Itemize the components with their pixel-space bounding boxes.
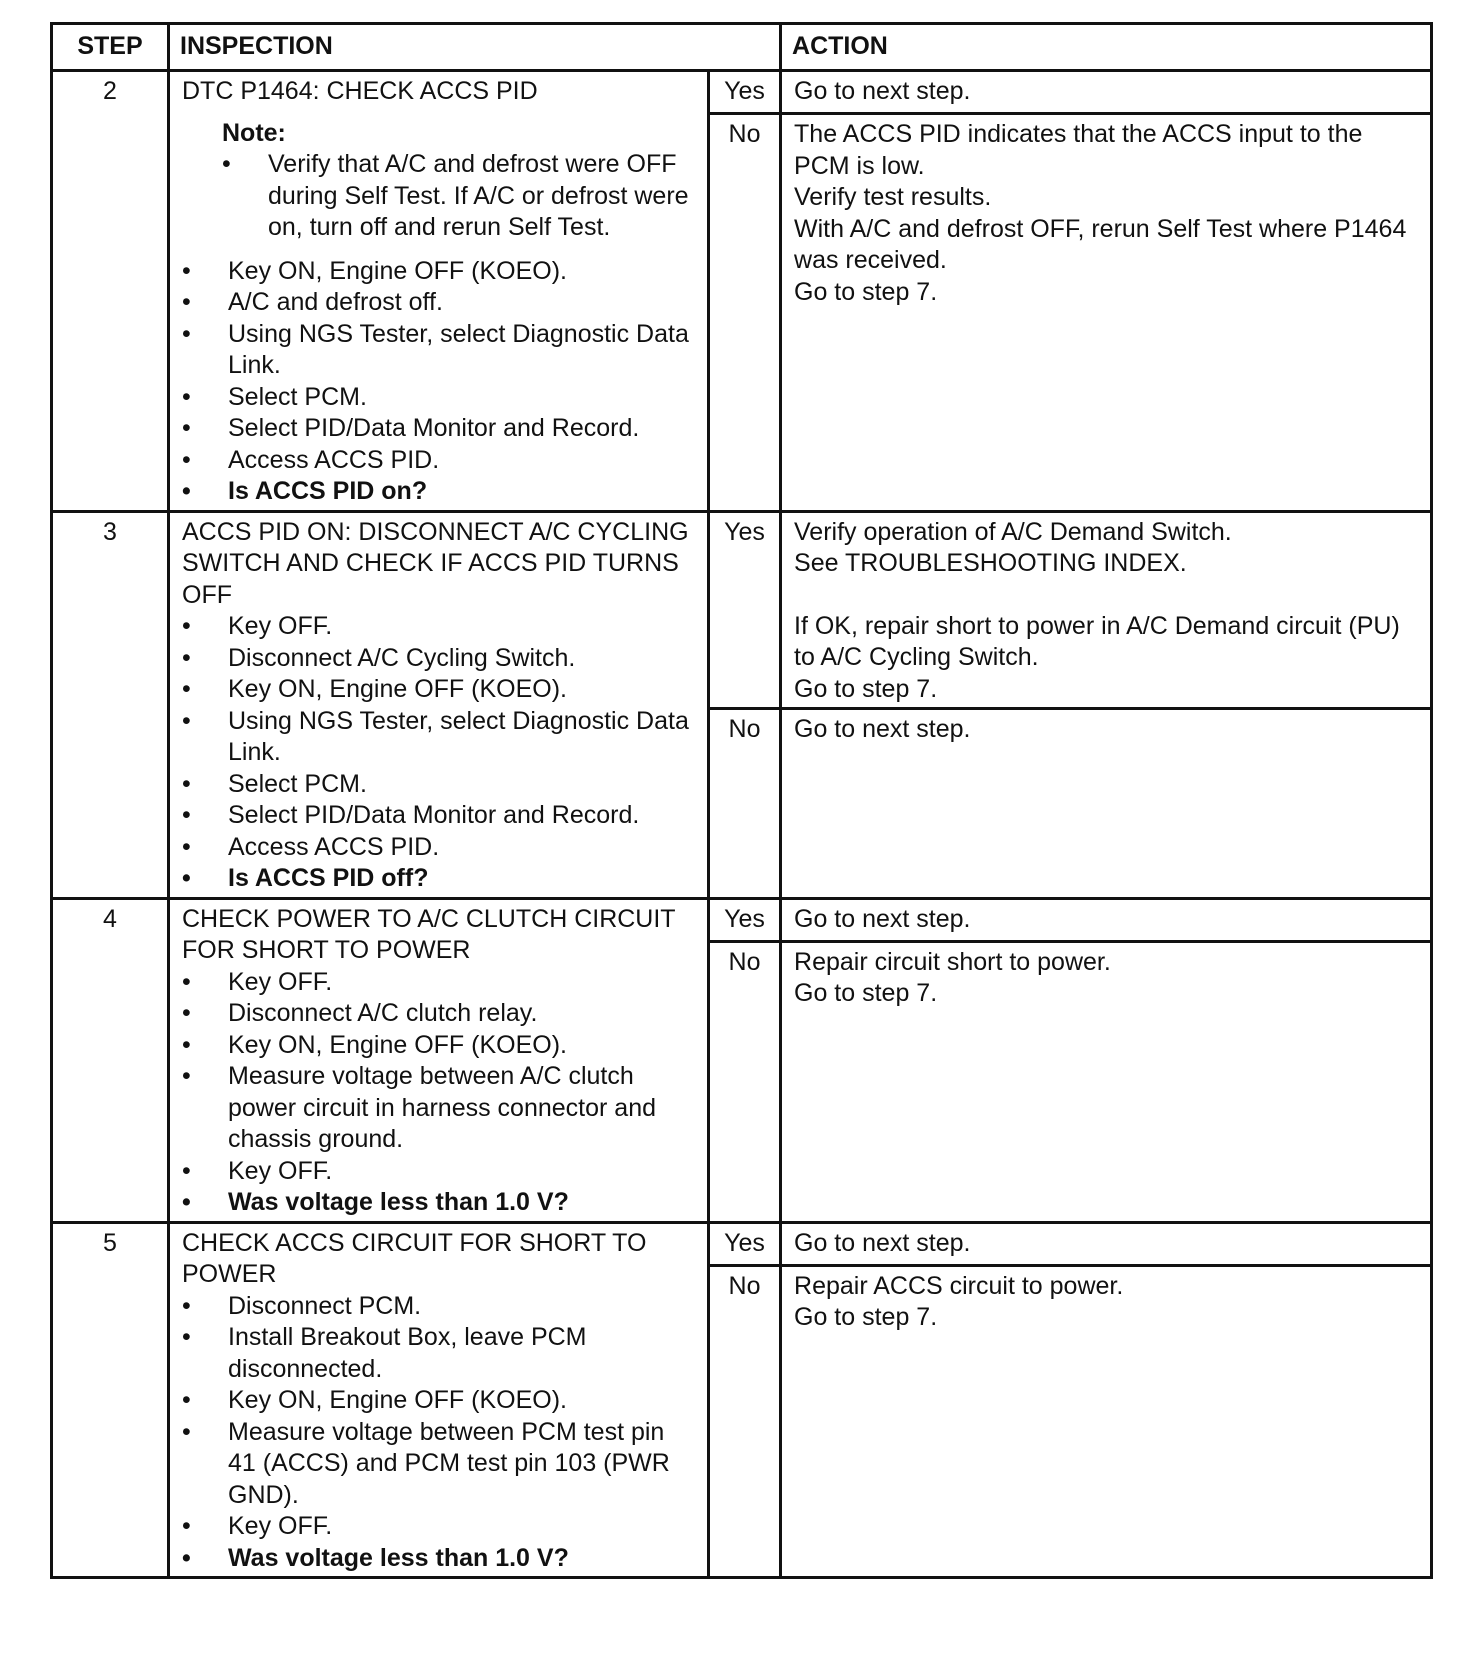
action-line: Repair ACCS circuit to power. [794, 1271, 1124, 1300]
inspection-item: • Using NGS Tester, select Diagnostic Data Link. [182, 706, 699, 769]
inspection-item: • Key OFF. [182, 1156, 699, 1188]
header-action: ACTION [781, 24, 1432, 71]
inspection-item: • Using NGS Tester, select Diagnostic Data Link. [182, 319, 699, 382]
inspection-item: • Disconnect PCM. [182, 1291, 699, 1323]
inspection-item: • Key ON, Engine OFF (KOEO). [182, 1030, 699, 1062]
no-action [781, 114, 1432, 512]
inspection-item: • Select PID/Data Monitor and Record. [182, 413, 699, 445]
yes-action [781, 1222, 1432, 1265]
inspection-item: • Install Breakout Box, leave PCM disconnected. [182, 1322, 699, 1385]
header-step: STEP [52, 24, 169, 71]
action-line: Go to next step. [794, 904, 971, 933]
no-label: No [709, 941, 781, 1222]
yes-label: Yes [709, 898, 781, 941]
yes-label: Yes [709, 511, 781, 709]
step-2-items [182, 256, 699, 508]
inspection-question: • Was voltage less than 1.0 V? [182, 1543, 699, 1575]
step-number: 3 [52, 511, 169, 898]
step-5-inspection [169, 1222, 709, 1578]
inspection-item: • Key OFF. [182, 611, 699, 643]
action-line: Go to step 7. [794, 277, 938, 306]
step-3-yes-row [52, 511, 1432, 709]
inspection-item: • Key ON, Engine OFF (KOEO). [182, 256, 699, 288]
no-action [781, 1265, 1432, 1578]
action-line: Verify operation of A/C Demand Switch. [794, 517, 1232, 546]
note-block [222, 118, 699, 244]
step-2-inspection [169, 71, 709, 512]
yes-action [781, 71, 1432, 114]
action-line: See TROUBLESHOOTING INDEX. [794, 549, 1187, 577]
header-row [52, 24, 1432, 71]
step-5-items [182, 1291, 699, 1575]
step-3-items [182, 611, 699, 895]
step-5-yes-row [52, 1222, 1432, 1265]
step-2-yes-row [52, 71, 1432, 114]
step-4-items [182, 967, 699, 1219]
action-line: Go to next step. [794, 77, 971, 105]
no-label: No [709, 1265, 781, 1578]
step-4-yes-row [52, 898, 1432, 941]
action-line: Go to next step. [794, 715, 971, 743]
inspection-item: • Select PID/Data Monitor and Record. [182, 800, 699, 832]
inspection-item: • Access ACCS PID. [182, 445, 699, 477]
step-title: CHECK ACCS CIRCUIT FOR SHORT TO POWER [182, 1228, 647, 1288]
no-action [781, 709, 1432, 899]
action-line: Go to next step. [794, 1228, 971, 1257]
step-number: 5 [52, 1222, 169, 1578]
diagnostic-table [50, 22, 1433, 1579]
yes-action [781, 511, 1432, 709]
inspection-item: • Disconnect A/C clutch relay. [182, 998, 699, 1030]
action-line: Go to step 7. [794, 1303, 938, 1331]
inspection-item: • Measure voltage between PCM test pin 41 (ACCS) and PCM test pin 103 (PWR GND). [182, 1417, 699, 1512]
inspection-item: • Key ON, Engine OFF (KOEO). [182, 674, 699, 706]
step-title: ACCS PID ON: DISCONNECT A/C CYCLING SWITCH AND CHECK IF ACCS PID TURNS OFF [182, 517, 689, 609]
header-inspection: INSPECTION [169, 24, 781, 71]
no-label: No [709, 114, 781, 512]
yes-label: Yes [709, 1222, 781, 1265]
inspection-question: • Is ACCS PID on? [182, 476, 699, 508]
action-line: The ACCS PID indicates that the ACCS input to the PCM is low. [794, 120, 1363, 180]
step-4-inspection [169, 898, 709, 1222]
action-line: Go to step 7. [794, 979, 938, 1007]
yes-action [781, 898, 1432, 941]
inspection-question: • Is ACCS PID off? [182, 863, 699, 895]
step-number: 4 [52, 898, 169, 1222]
step-title: DTC P1464: CHECK ACCS PID [182, 77, 538, 105]
inspection-item: • Select PCM. [182, 769, 699, 801]
action-line: Repair circuit short to power. [794, 947, 1111, 976]
inspection-item: • Measure voltage between A/C clutch power circuit in harness connector and chassis ground. [182, 1061, 699, 1156]
inspection-item: • Select PCM. [182, 382, 699, 414]
step-number: 2 [52, 71, 169, 512]
action-line: Verify test results. [794, 183, 992, 211]
inspection-item: • Key OFF. [182, 967, 699, 999]
note-item: • Verify that A/C and defrost were OFF during Self Test. If A/C or defrost were on, turn off and rerun Self Test. [222, 149, 699, 244]
action-line: If OK, repair short to power in A/C Demand circuit (PU) to A/C Cycling Switch. [794, 611, 1400, 671]
action-line: Go to step 7. [794, 674, 938, 703]
inspection-item: • Disconnect A/C Cycling Switch. [182, 643, 699, 675]
step-title: CHECK POWER TO A/C CLUTCH CIRCUIT FOR SHORT TO POWER [182, 904, 676, 964]
step-3-inspection [169, 511, 709, 898]
action-line: With A/C and defrost OFF, rerun Self Test where P1464 was received. [794, 214, 1407, 274]
inspection-item: • Key OFF. [182, 1511, 699, 1543]
no-label: No [709, 709, 781, 899]
inspection-question: • Was voltage less than 1.0 V? [182, 1187, 699, 1219]
inspection-item: • Access ACCS PID. [182, 832, 699, 864]
note-label: Note: [222, 118, 286, 147]
inspection-item: • A/C and defrost off. [182, 287, 699, 319]
inspection-item: • Key ON, Engine OFF (KOEO). [182, 1385, 699, 1417]
yes-label: Yes [709, 71, 781, 114]
no-action [781, 941, 1432, 1222]
